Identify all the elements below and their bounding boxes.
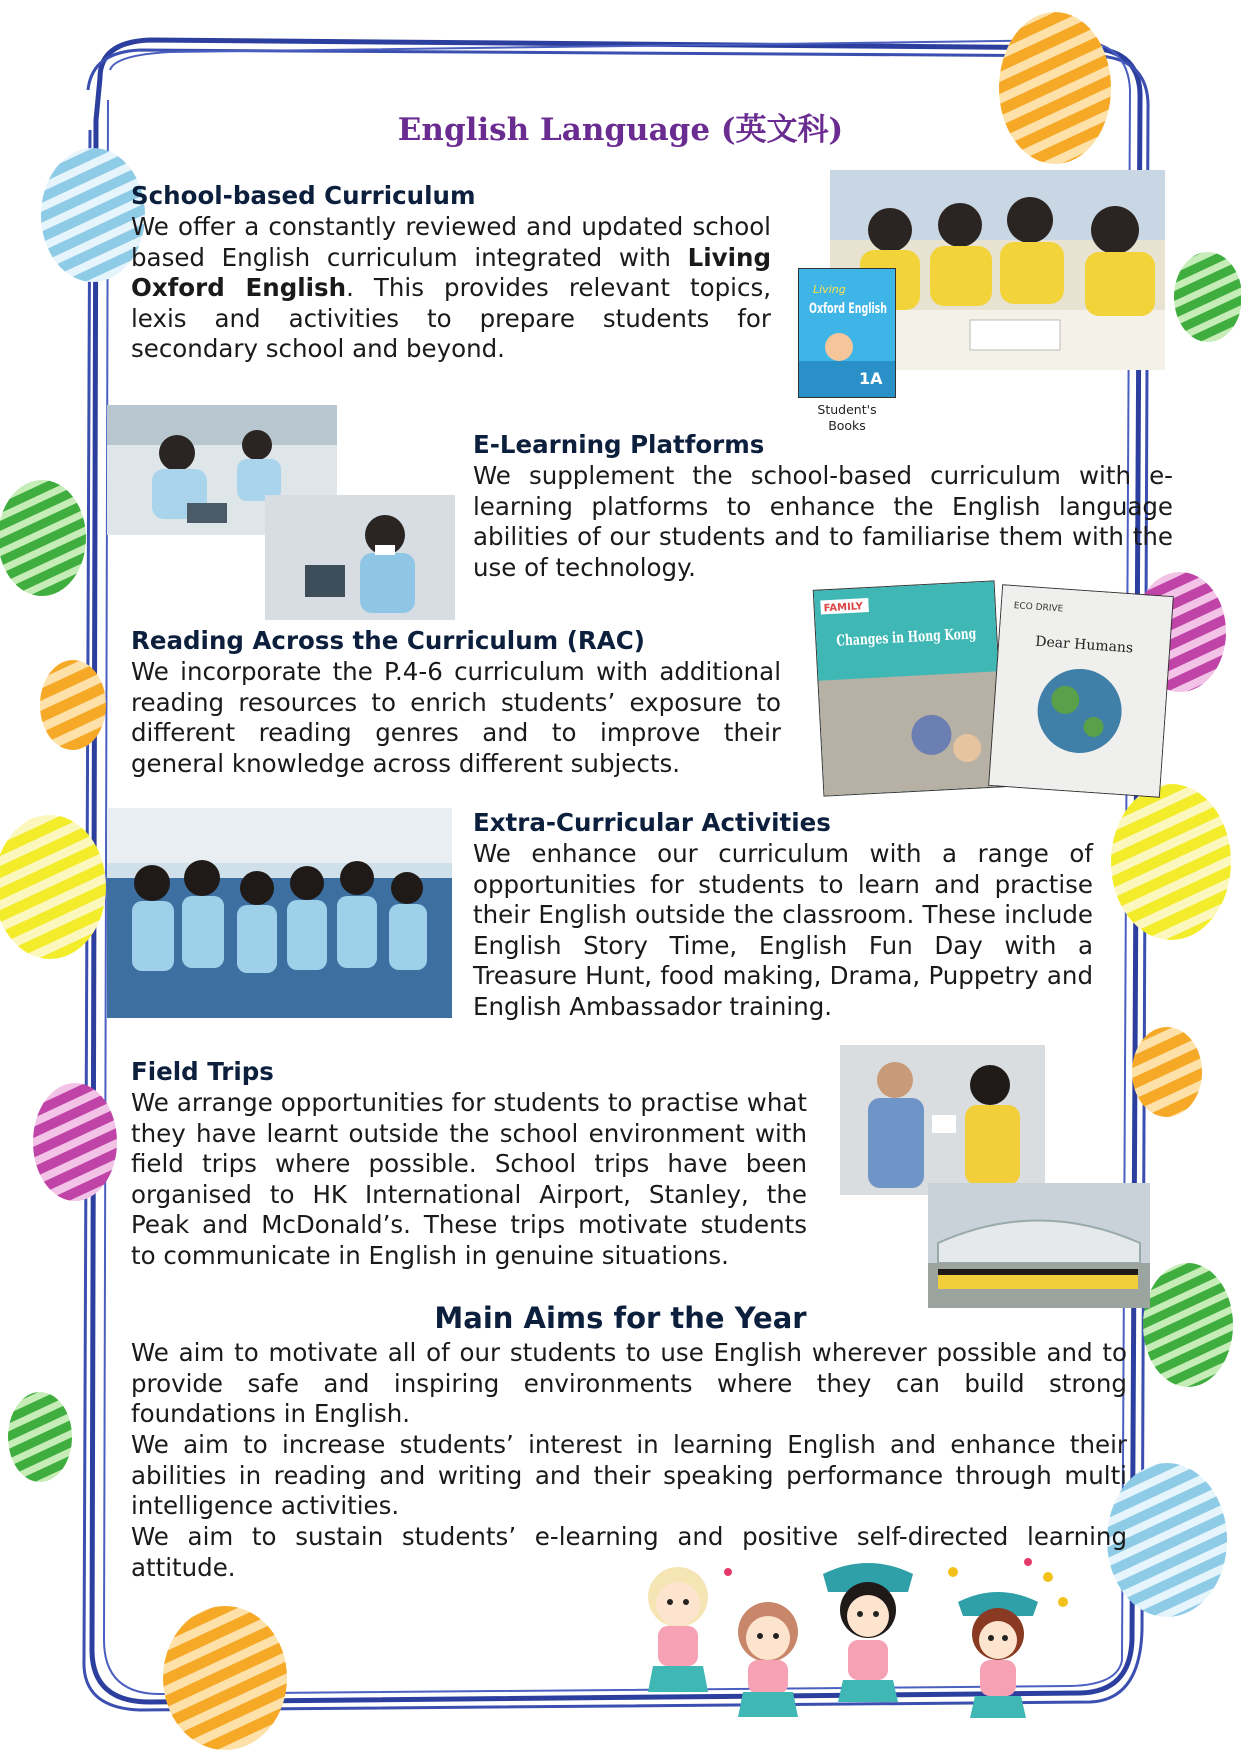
egg-decoration-orange-right (1130, 1025, 1205, 1120)
book-cover-changes-in-hong-kong (813, 580, 1031, 796)
egg-decoration-yellow-left (0, 812, 110, 962)
egg-decoration-orange-left (38, 658, 108, 753)
heading-field-trips: Field Trips (131, 1057, 274, 1086)
book-eco-label: ECO DRIVE (1013, 601, 1064, 615)
text-extra-curricular-activities: We enhance our curriculum with a range of opportunities for students to learn and practise their English outside the classroom. These include English Story Time, English Fun Day with a Treasure Hunt, food making, Drama, Puppetry and English Ambassador training. (473, 839, 1093, 1021)
text-aim-1: We aim to motivate all of our students to use English wherever possible and to provide safe and inspiring environments where they can build strong foundations in English. (131, 1338, 1127, 1428)
photo-students-playground (107, 808, 452, 1018)
egg-decoration-green-right (1170, 250, 1240, 345)
book-cover-dear-humans (988, 584, 1174, 798)
photo-field-trip-airport-group (928, 1183, 1150, 1308)
text-reading-across-curriculum: We incorporate the P.4-6 curriculum with additional reading resources to enrich students’ exposure to different reading genres and to improve their general knowledge across different subjects. (131, 657, 781, 778)
book-oxford-level-label: 1A (859, 369, 883, 388)
text-field-trips: We arrange opportunities for students to practise what they have learnt outside the school environment with field trips where possible. School trips have been organised to HK International Airport, Stanley, the Peak and McDonald’s. These trips motivate students to communicate in English in genuine situations. (131, 1088, 807, 1270)
heading-reading-across-curriculum: Reading Across the Curriculum (RAC) (131, 626, 645, 655)
photo-student-using-tablet (265, 495, 455, 620)
egg-decoration-orange-bottom-left (160, 1600, 290, 1750)
egg-decoration-yellow-right (1108, 780, 1233, 945)
book-cover-oxford-english (798, 268, 896, 398)
egg-decoration-green-left-lower (5, 1390, 75, 1485)
heading-school-based-curriculum: School-based Curriculum (131, 181, 476, 210)
heading-e-learning-platforms: E-Learning Platforms (473, 430, 765, 459)
cartoon-children-illustration (608, 1552, 1078, 1722)
text-aim-3: We aim to sustain students’ e-learning and positive self-directed learning attitude. (131, 1522, 1127, 1582)
book-humans-title: Dear Humans (1034, 633, 1134, 657)
text-aim-2: We aim to increase students’ interest in learning English and enhance their abilities in reading and writing and their speaking performance through multi intelligence activities. (131, 1430, 1127, 1520)
heading-extra-curricular-activities: Extra-Curricular Activities (473, 808, 831, 837)
bold-living-oxford-english: Living Oxford English (131, 242, 771, 302)
heading-main-aims: Main Aims for the Year (434, 1301, 807, 1335)
text-e-learning-platforms: We supplement the school-based curriculum with e-learning platforms to enhance the English language abilities of our students and to familiarise them with the use of technology. (473, 461, 1173, 582)
egg-decoration-purple-left (30, 1080, 120, 1205)
book-oxford-main-label: Oxford English (809, 301, 887, 317)
caption-students-books: Student's Books (817, 402, 877, 433)
photo-field-trip-interview (840, 1045, 1045, 1195)
book-oxford-small-label: Living (813, 283, 846, 296)
page-title: English Language (英文科) (397, 112, 844, 148)
egg-decoration-green-left (0, 478, 90, 598)
book-changes-title: Changes in Hong Kong (835, 621, 1031, 650)
text-school-based-curriculum: We offer a constantly reviewed and updated school based English curriculum integrated with Living Oxford English. This provides relevant topics, lexis and activities to prepare students for secondary school and beyond. (131, 212, 772, 363)
book-family-label: FAMILY (823, 601, 864, 615)
